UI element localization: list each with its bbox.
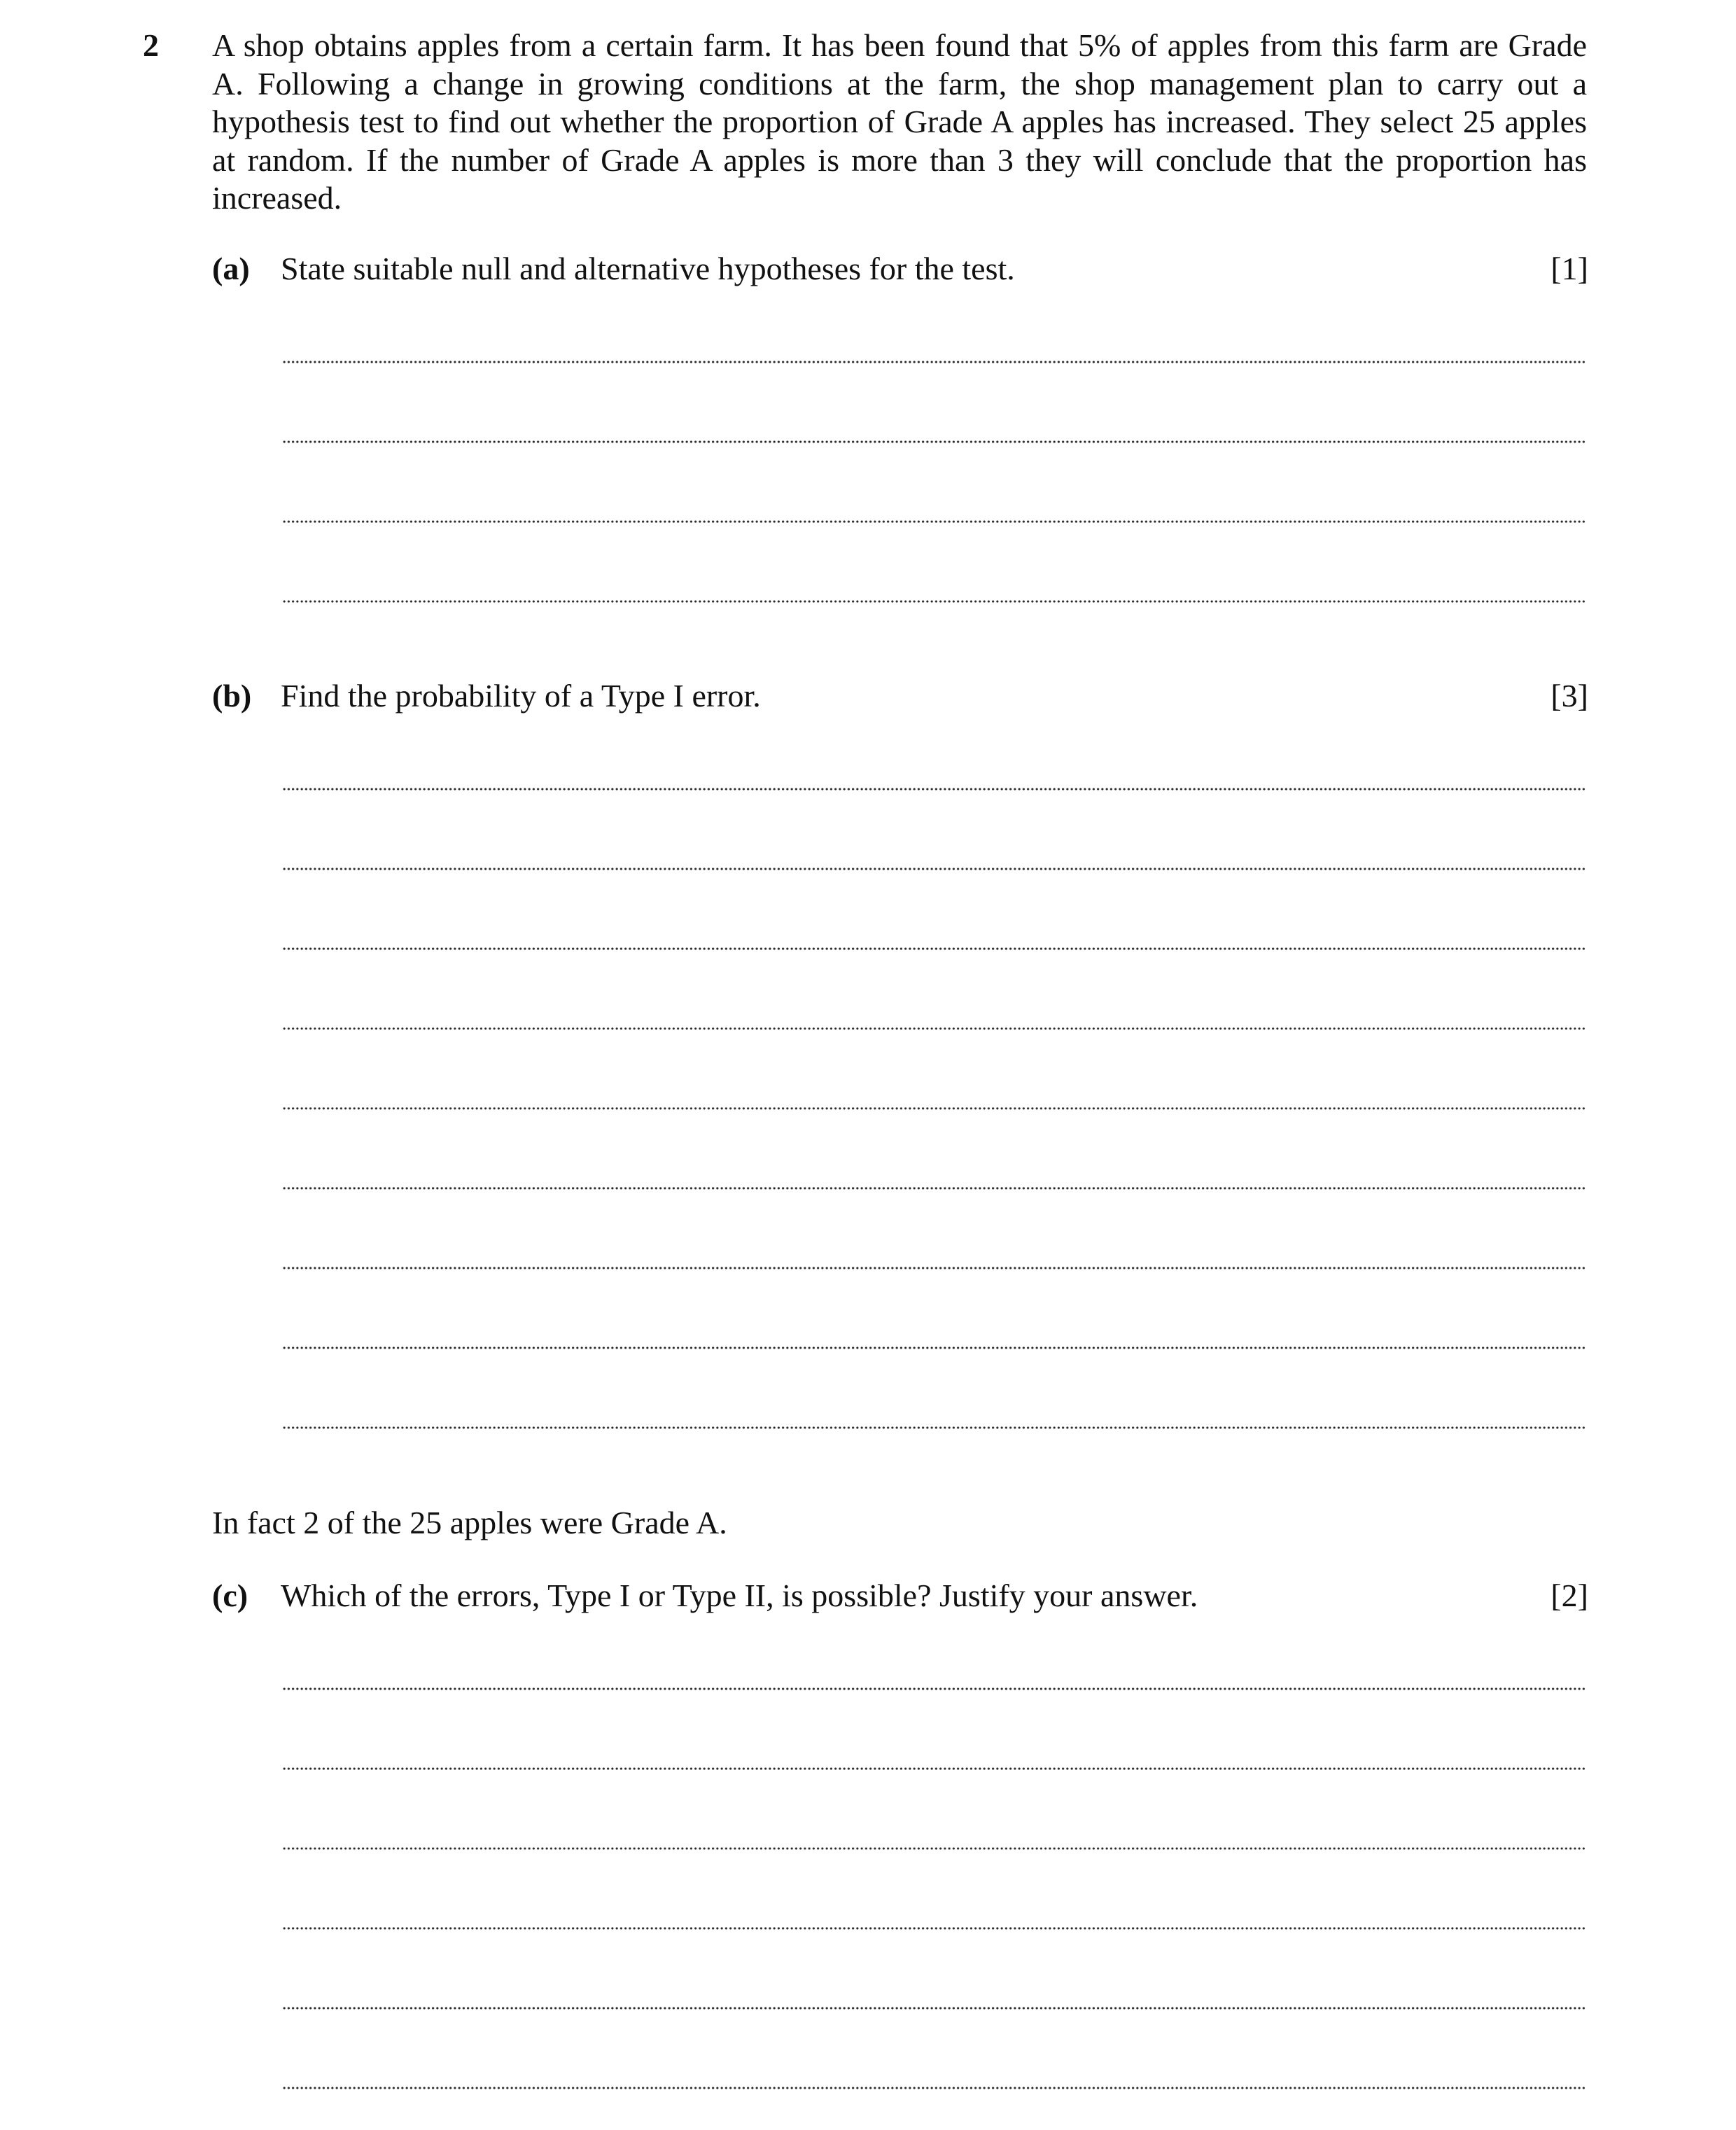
- answer-line[interactable]: [282, 1687, 1586, 1690]
- answer-line[interactable]: [282, 600, 1586, 603]
- part-a-marks: [1]: [1550, 251, 1588, 286]
- answer-line[interactable]: [282, 440, 1586, 443]
- answer-line[interactable]: [282, 1767, 1586, 1770]
- part-b: [212, 677, 1588, 716]
- answer-line[interactable]: [282, 2087, 1586, 2089]
- answer-line[interactable]: [282, 1187, 1586, 1190]
- part-a-text: State suitable null and alternative hypotheses for the test.: [281, 251, 1015, 286]
- part-c-label: (c): [212, 1578, 248, 1613]
- part-b-label: (b): [212, 678, 252, 714]
- answer-line[interactable]: [282, 1107, 1586, 1110]
- question-stem: A shop obtains apples from a certain farm. It has been found that 5% of apples from this farm are Grade A. Following a change in growing conditions at the farm, the shop management plan to carry out a hypothesis test to find out whether the proportion of Grade A apples has increased. They select 25 apples at random. If the number of Grade A apples is more than 3 they will conclude that the proportion has increased.: [212, 27, 1587, 216]
- answer-line[interactable]: [282, 788, 1586, 791]
- part-c: [212, 1577, 1588, 1616]
- answer-line[interactable]: [282, 361, 1586, 363]
- answer-line[interactable]: [282, 2007, 1586, 2010]
- part-b-text: Find the probability of a Type I error.: [281, 678, 761, 714]
- answer-line[interactable]: [282, 868, 1586, 870]
- answer-line[interactable]: [282, 1267, 1586, 1269]
- answer-line[interactable]: [282, 1346, 1586, 1349]
- part-a-label: (a): [212, 251, 250, 286]
- answer-line[interactable]: [282, 1027, 1586, 1030]
- answer-line[interactable]: [282, 1927, 1586, 1930]
- answer-line[interactable]: [282, 520, 1586, 523]
- info-statement: In fact 2 of the 25 apples were Grade A.: [212, 1505, 727, 1540]
- part-c-marks: [2]: [1550, 1578, 1588, 1613]
- answer-line[interactable]: [282, 1847, 1586, 1850]
- part-c-text: Which of the errors, Type I or Type II, is possible? Justify your answer.: [281, 1578, 1198, 1613]
- question-number: 2: [143, 27, 159, 63]
- part-a: [212, 250, 1588, 289]
- answer-line[interactable]: [282, 947, 1586, 950]
- answer-line[interactable]: [282, 1426, 1586, 1429]
- part-b-marks: [3]: [1550, 678, 1588, 714]
